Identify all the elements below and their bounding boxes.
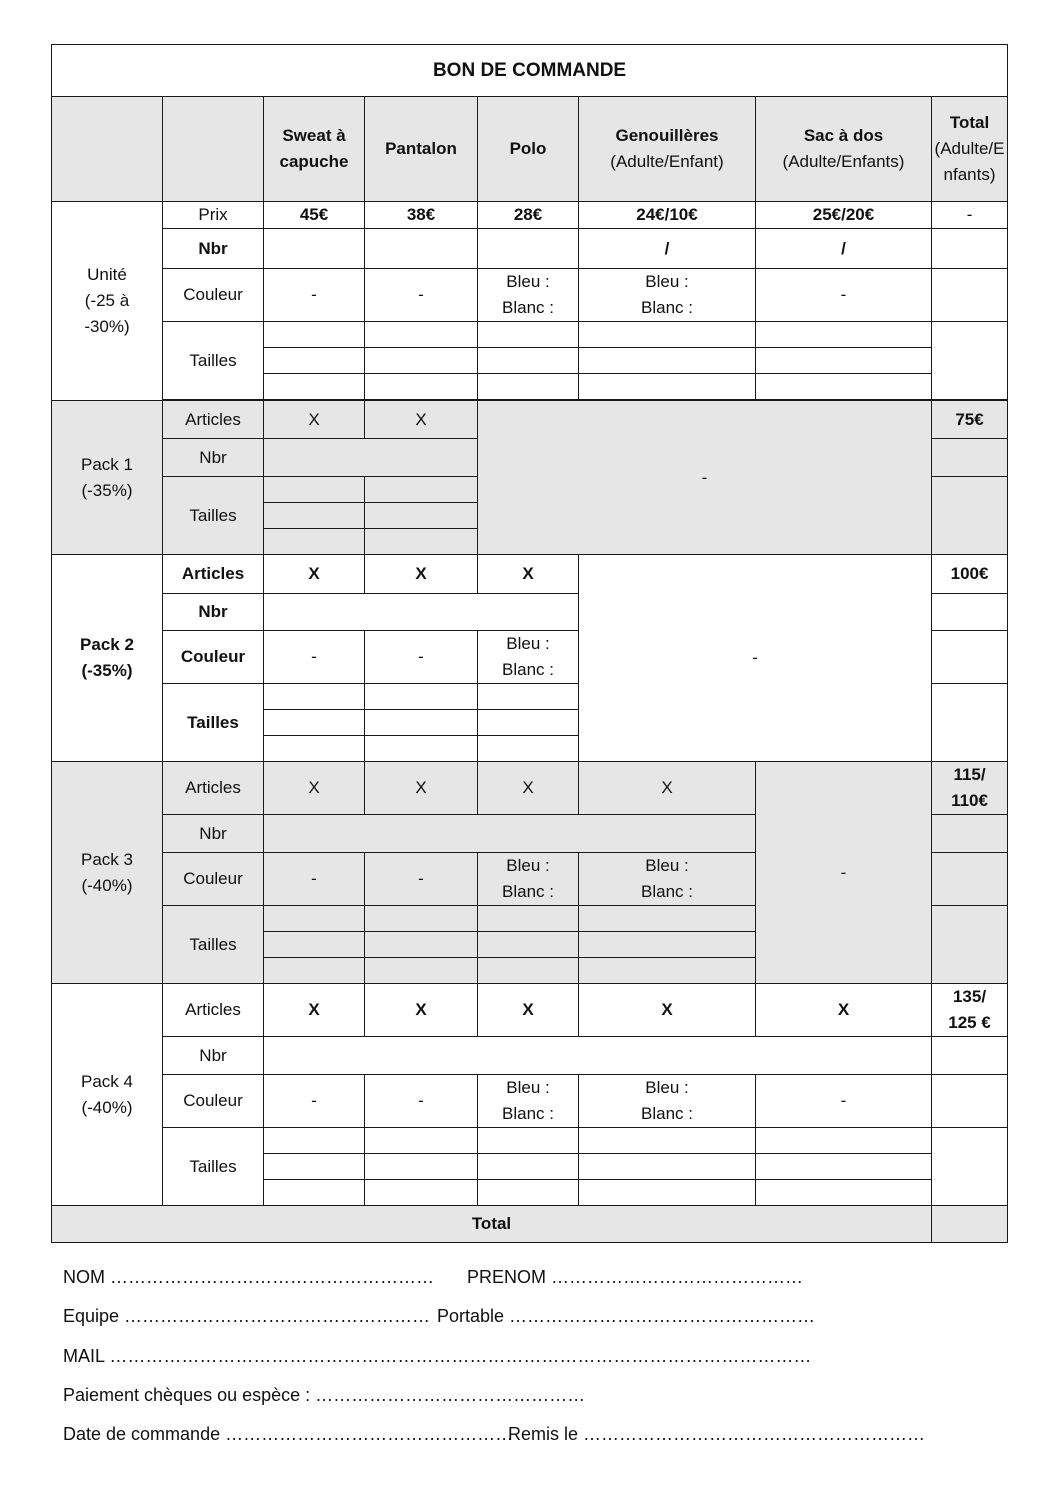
couleur-dash: - <box>264 269 365 322</box>
row-label-nbr: Nbr <box>163 439 264 477</box>
taille-cell[interactable] <box>579 322 756 348</box>
taille-cell[interactable] <box>478 322 579 348</box>
taille-cell[interactable] <box>365 736 478 762</box>
nbr-total[interactable] <box>932 594 1008 631</box>
col-header-genouilleres-sub: (Adulte/Enfant) <box>610 152 724 171</box>
blanc-label: Blanc : <box>502 1104 554 1123</box>
col-header-sac-name: Sac à dos <box>803 126 884 145</box>
footer-paiement[interactable]: Paiement chèques ou espèce : ……………………………………… <box>63 1385 586 1405</box>
article-mark: X <box>579 762 756 815</box>
taille-cell[interactable] <box>478 684 579 710</box>
blanc-label: Blanc : <box>641 882 693 901</box>
col-header-total-sub: (Adulte/Enfants) <box>934 139 1005 184</box>
footer-equipe[interactable]: Equipe …………………………………………… <box>63 1306 431 1326</box>
taille-cell[interactable] <box>264 1180 365 1206</box>
row-label-tailles: Tailles <box>163 684 264 762</box>
taille-total[interactable] <box>932 1128 1008 1206</box>
taille-cell[interactable] <box>264 1154 365 1180</box>
taille-cell[interactable] <box>478 906 579 932</box>
taille-total[interactable] <box>932 684 1008 762</box>
taille-cell[interactable] <box>579 374 756 400</box>
row-label-couleur: Couleur <box>163 631 264 684</box>
nbr-cell[interactable] <box>365 229 478 269</box>
col-header-genouilleres <box>579 97 756 202</box>
bleu-label: Bleu : <box>506 272 550 291</box>
article-mark: X <box>365 762 478 815</box>
article-mark: X <box>478 555 579 594</box>
taille-cell[interactable] <box>756 1128 932 1154</box>
couleur-dash: - <box>756 269 932 322</box>
taille-cell[interactable] <box>478 932 579 958</box>
couleur-total[interactable] <box>932 853 1008 906</box>
article-mark: X <box>478 762 579 815</box>
row-label-tailles: Tailles <box>163 477 264 555</box>
taille-cell[interactable] <box>264 529 365 555</box>
bleu-label: Bleu : <box>645 272 689 291</box>
taille-cell[interactable] <box>365 1180 478 1206</box>
taille-cell[interactable] <box>579 348 756 374</box>
taille-cell[interactable] <box>365 477 478 503</box>
footer-date-commande[interactable]: Date de commande ………………………………………… <box>63 1424 514 1444</box>
couleur-genouilleres[interactable] <box>579 853 756 906</box>
pack4-discount: (-40%) <box>81 1097 133 1117</box>
col-header-sac <box>756 97 932 202</box>
form-title: BON DE COMMANDE <box>52 45 1008 97</box>
taille-cell[interactable] <box>478 374 579 400</box>
article-mark: X <box>264 401 365 439</box>
bleu-label: Bleu : <box>645 856 689 875</box>
taille-cell[interactable] <box>579 906 756 932</box>
taille-cell[interactable] <box>365 906 478 932</box>
couleur-dash: - <box>365 269 478 322</box>
section-label-pack2 <box>52 555 163 762</box>
pack3-discount: (-40%) <box>81 875 133 895</box>
couleur-polo[interactable] <box>478 853 579 906</box>
blanc-label: Blanc : <box>502 882 554 901</box>
taille-cell[interactable] <box>264 710 365 736</box>
col-header-sac-sub: (Adulte/Enfants) <box>782 152 905 171</box>
section-label-pack4 <box>52 984 163 1206</box>
taille-cell[interactable] <box>756 1154 932 1180</box>
taille-cell[interactable] <box>365 503 478 529</box>
nbr-cell[interactable] <box>264 1037 932 1075</box>
pack3-blank: - <box>756 762 932 984</box>
pack1-label: Pack 1 <box>81 454 133 474</box>
article-mark: X <box>478 984 579 1037</box>
nbr-cell[interactable] <box>932 229 1008 269</box>
pack1-blank: - <box>478 401 932 555</box>
pack3-price: 115/ 110€ <box>932 762 1008 815</box>
taille-cell[interactable] <box>365 1154 478 1180</box>
order-form-table <box>51 44 1008 1243</box>
article-mark: X <box>264 555 365 594</box>
taille-cell[interactable] <box>264 348 365 374</box>
taille-cell[interactable] <box>756 322 932 348</box>
article-mark: X <box>365 555 478 594</box>
couleur-total[interactable] <box>932 631 1008 684</box>
couleur-dash: - <box>365 853 478 906</box>
row-label-nbr: Nbr <box>163 815 264 853</box>
col-header-total-name: Total <box>949 113 990 132</box>
price-polo: 28€ <box>478 202 579 229</box>
taille-cell[interactable] <box>365 348 478 374</box>
taille-cell[interactable] <box>478 1128 579 1154</box>
article-mark: X <box>264 984 365 1037</box>
taille-cell[interactable] <box>264 906 365 932</box>
section-label-unite: Unité (-25 à -30%) <box>52 202 163 401</box>
taille-cell[interactable] <box>756 348 932 374</box>
header-empty-1 <box>52 97 163 202</box>
header-empty-2 <box>163 97 264 202</box>
taille-cell[interactable] <box>365 1128 478 1154</box>
taille-cell[interactable] <box>756 374 932 400</box>
taille-cell[interactable] <box>264 322 365 348</box>
taille-cell[interactable] <box>478 958 579 984</box>
couleur-dash: - <box>264 853 365 906</box>
grand-total-value[interactable] <box>932 1206 1008 1243</box>
nbr-cell[interactable] <box>264 439 478 477</box>
nbr-total[interactable] <box>932 439 1008 477</box>
pack4-label: Pack 4 <box>81 1071 133 1091</box>
taille-cell[interactable] <box>365 958 478 984</box>
row-label-articles: Articles <box>163 984 264 1037</box>
nbr-cell[interactable] <box>264 815 756 853</box>
couleur-dash: - <box>264 631 365 684</box>
bleu-label: Bleu : <box>506 1078 550 1097</box>
couleur-dash: - <box>365 631 478 684</box>
taille-cell[interactable] <box>365 322 478 348</box>
row-label-nbr: Nbr <box>163 229 264 269</box>
col-header-pantalon: Pantalon <box>365 97 478 202</box>
nbr-cell[interactable]: / <box>756 229 932 269</box>
bleu-label: Bleu : <box>506 856 550 875</box>
blanc-label: Blanc : <box>502 660 554 679</box>
row-label-tailles: Tailles <box>163 906 264 984</box>
pack2-price: 100€ <box>932 555 1008 594</box>
taille-total[interactable] <box>932 477 1008 555</box>
taille-total[interactable] <box>932 906 1008 984</box>
footer-mail[interactable]: MAIL ……………………………………………………………………………………………………… <box>63 1346 812 1366</box>
footer-nom[interactable]: NOM ……………………………………………… <box>63 1267 434 1287</box>
col-header-polo: Polo <box>478 97 579 202</box>
couleur-genouilleres[interactable] <box>579 1075 756 1128</box>
taille-cell[interactable] <box>579 1128 756 1154</box>
section-label-pack3 <box>52 762 163 984</box>
couleur-polo[interactable] <box>478 631 579 684</box>
price-genouilleres: 24€/10€ <box>579 202 756 229</box>
nbr-cell[interactable] <box>478 229 579 269</box>
price-sac: 25€/20€ <box>756 202 932 229</box>
taille-cell[interactable] <box>579 958 756 984</box>
footer-portable[interactable]: Portable …………………………………………… <box>437 1306 816 1326</box>
pack1-discount: (-35%) <box>81 480 133 500</box>
nbr-cell[interactable] <box>264 229 365 269</box>
pack2-label: Pack 2 <box>80 635 134 654</box>
pack4-price: 135/ 125 € <box>932 984 1008 1037</box>
couleur-genouilleres[interactable] <box>579 269 756 322</box>
pack3-label: Pack 3 <box>81 849 133 869</box>
nbr-total[interactable] <box>932 1037 1008 1075</box>
taille-cell[interactable] <box>264 477 365 503</box>
blanc-label: Blanc : <box>641 298 693 317</box>
taille-cell[interactable] <box>478 736 579 762</box>
footer-prenom[interactable]: PRENOM …………………………………… <box>467 1267 804 1287</box>
pack1-price: 75€ <box>932 401 1008 439</box>
taille-cell[interactable] <box>264 958 365 984</box>
nbr-total[interactable] <box>932 815 1008 853</box>
article-mark: X <box>365 401 478 439</box>
row-label-couleur: Couleur <box>163 269 264 322</box>
row-label-tailles: Tailles <box>163 322 264 400</box>
row-label-articles: Articles <box>163 401 264 439</box>
row-label-couleur: Couleur <box>163 1075 264 1128</box>
grand-total-label: Total <box>52 1206 932 1243</box>
taille-cell[interactable] <box>365 684 478 710</box>
row-label-tailles: Tailles <box>163 1128 264 1206</box>
taille-cell[interactable] <box>478 348 579 374</box>
taille-cell[interactable] <box>756 1180 932 1206</box>
couleur-total[interactable] <box>932 1075 1008 1128</box>
nbr-cell[interactable] <box>264 594 579 631</box>
couleur-dash: - <box>365 1075 478 1128</box>
footer-remis-le[interactable]: Remis le ………………………………………………… <box>508 1424 926 1444</box>
article-mark: X <box>756 984 932 1037</box>
col-header-genouilleres-name: Genouillères <box>615 126 719 145</box>
article-mark: X <box>579 984 756 1037</box>
taille-cell[interactable] <box>365 529 478 555</box>
couleur-polo[interactable] <box>478 1075 579 1128</box>
taille-cell[interactable] <box>264 684 365 710</box>
couleur-polo[interactable] <box>478 269 579 322</box>
row-label-nbr: Nbr <box>163 1037 264 1075</box>
row-label-prix: Prix <box>163 202 264 229</box>
pack2-blank: - <box>579 555 932 762</box>
blanc-label: Blanc : <box>641 1104 693 1123</box>
taille-cell[interactable] <box>264 736 365 762</box>
taille-cell[interactable] <box>264 932 365 958</box>
taille-cell[interactable] <box>365 374 478 400</box>
price-sweat: 45€ <box>264 202 365 229</box>
row-label-articles: Articles <box>163 762 264 815</box>
bleu-label: Bleu : <box>645 1078 689 1097</box>
taille-total[interactable] <box>932 322 1008 400</box>
col-header-total <box>932 97 1008 202</box>
bleu-label: Bleu : <box>506 634 550 653</box>
taille-cell[interactable] <box>264 503 365 529</box>
row-label-articles: Articles <box>163 555 264 594</box>
nbr-cell[interactable]: / <box>579 229 756 269</box>
section-label-pack1 <box>52 401 163 555</box>
taille-cell[interactable] <box>579 1154 756 1180</box>
row-label-nbr: Nbr <box>163 594 264 631</box>
taille-cell[interactable] <box>478 1180 579 1206</box>
couleur-dash: - <box>756 1075 932 1128</box>
col-header-sweat: Sweat à capuche <box>264 97 365 202</box>
taille-cell[interactable] <box>264 1128 365 1154</box>
taille-cell[interactable] <box>478 710 579 736</box>
article-mark: X <box>264 762 365 815</box>
blanc-label: Blanc : <box>502 298 554 317</box>
row-label-couleur: Couleur <box>163 853 264 906</box>
taille-cell[interactable] <box>365 710 478 736</box>
couleur-dash: - <box>264 1075 365 1128</box>
taille-cell[interactable] <box>365 932 478 958</box>
price-pantalon: 38€ <box>365 202 478 229</box>
pack2-discount: (-35%) <box>81 661 133 680</box>
price-total: - <box>932 202 1008 229</box>
taille-cell[interactable] <box>579 1180 756 1206</box>
taille-cell[interactable] <box>264 374 365 400</box>
taille-cell[interactable] <box>478 1154 579 1180</box>
taille-cell[interactable] <box>579 932 756 958</box>
couleur-total[interactable] <box>932 269 1008 322</box>
article-mark: X <box>365 984 478 1037</box>
